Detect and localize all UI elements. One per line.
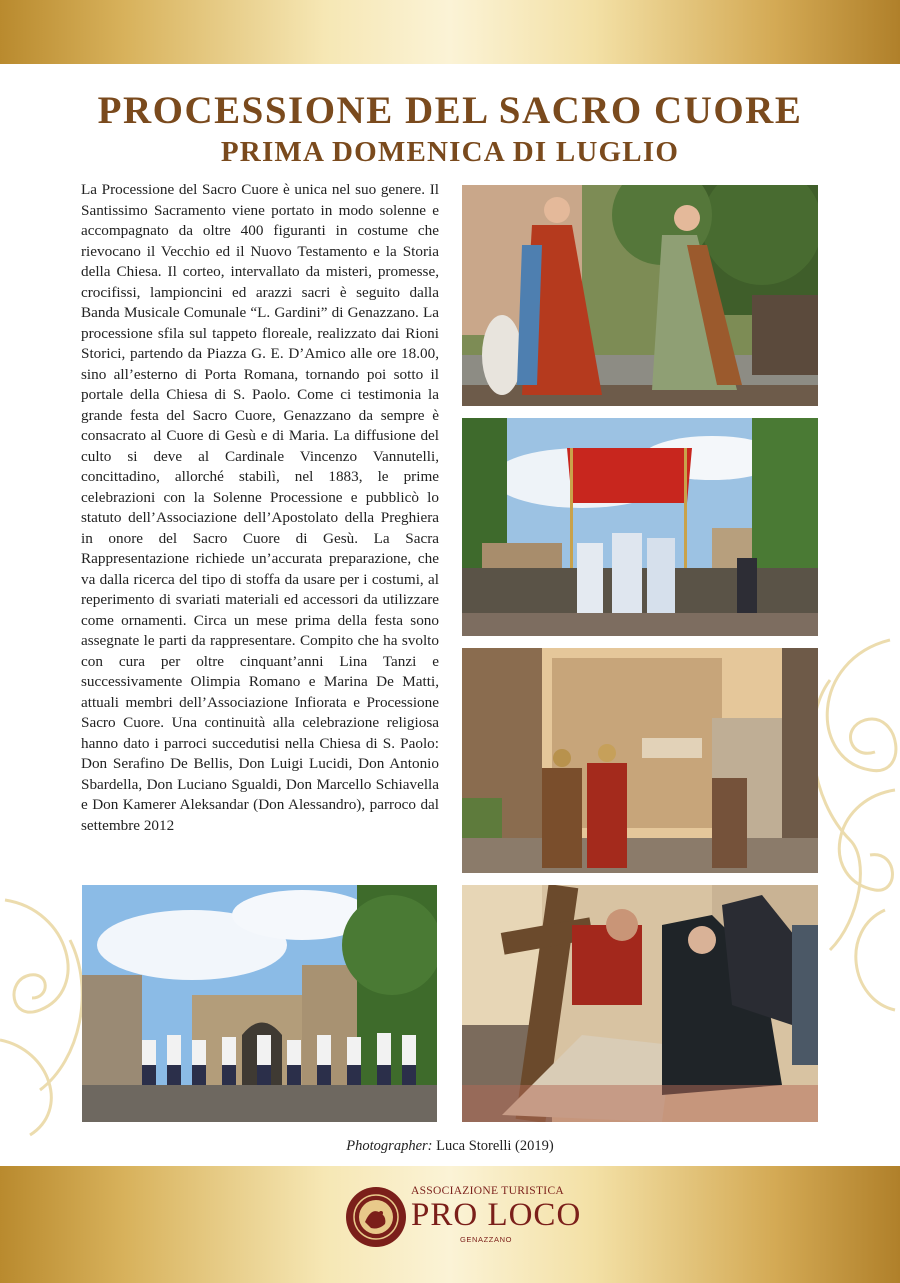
- pro-loco-seal-icon: [345, 1186, 407, 1248]
- photo-roman-soldiers: [462, 648, 818, 873]
- gold-header-band: [0, 0, 900, 64]
- poster-title: PROCESSIONE DEL SACRO CUORE: [97, 89, 803, 132]
- logo-association-text: ASSOCIAZIONE TURISTICA: [411, 1185, 565, 1197]
- photo-canopy-procession: [462, 418, 818, 636]
- logo-town-text: GENAZZANO: [459, 1235, 513, 1244]
- photographer-label: Photographer:: [346, 1138, 433, 1154]
- photographer-name: Luca Storelli (2019): [432, 1138, 554, 1154]
- photo-biblical-figures: [462, 185, 818, 406]
- photo-band-at-gate: [82, 885, 437, 1122]
- body-paragraph: La Processione del Sacro Cuore è unica nel suo genere. Il Santissimo Sacramento viene portato in modo solenne e accompagnato da oltre 400 figuranti in costume che rievocano il Vecchio ed il Nuovo Testamento e la Storia della Chiesa. Il corteo, intervallato da misteri, promesse, crocifissi, lampioncini ed arazzi sacri è seguito dalla Banda Musicale Comunale “L. Gardini” di Genazzano. La processione sfila sul tappeto floreale, realizzato dai Rioni Storici, partendo da Piazza G. E. D’Amico alle ore 18.00, sino all’esterno di Porta Romana, tornando poi sotto il portale della Chiesa di S. Paolo. Come ci testimonia la grande festa del Sacro Cuore, Genazzano da sempre è consacrato al Cuore di Gesù e di Maria. La diffusione del culto si deve al Cardinale Vincenzo Vannutelli, concittadino, allorché stabilì, nel 1883, le prime celebrazioni con la Solenne Processione e pubblicò lo statuto dell’Associazione dell’Apostolato della Preghiera in onore del Sacro Cuore di Gesù. La Sacra Rappresentazione richiede un’accurata preparazione, che va dalla ricerca del tipo di stoffa da usare per i costumi, al reperimento di svariati materiali ed accessori da utilizzare come ornamenti. Circa un mese prima della festa sono assegnate le parti da rappresentare. Compito che ha svolto con cura per oltre cinquant’anni Lina Tanzi e successivamente Olimpia Romano e Marina De Matti, attuali membri dell’Associazione Infiorata e Processione Sacro Cuore. Una continuità alla celebrazione religiosa hanno dato i parroci succedutisi nella Chiesa di S. Paolo: Don Serafino De Bellis, Don Luigi Lucidi, Don Antonio Sbardella, Don Luciano Sgualdi, Don Marcello Schiavella e Don Kamerer Aleksandar (Don Alessandro), parroco dal settembre 2012: [81, 181, 439, 834]
- poster-subtitle: PRIMA DOMENICA DI LUGLIO: [220, 136, 680, 168]
- photo-via-crucis: [462, 885, 818, 1122]
- logo-pro-loco-text: PRO LOCO: [411, 1197, 582, 1233]
- photo-credit: [0, 1138, 900, 1155]
- pro-loco-logo: [345, 1183, 582, 1253]
